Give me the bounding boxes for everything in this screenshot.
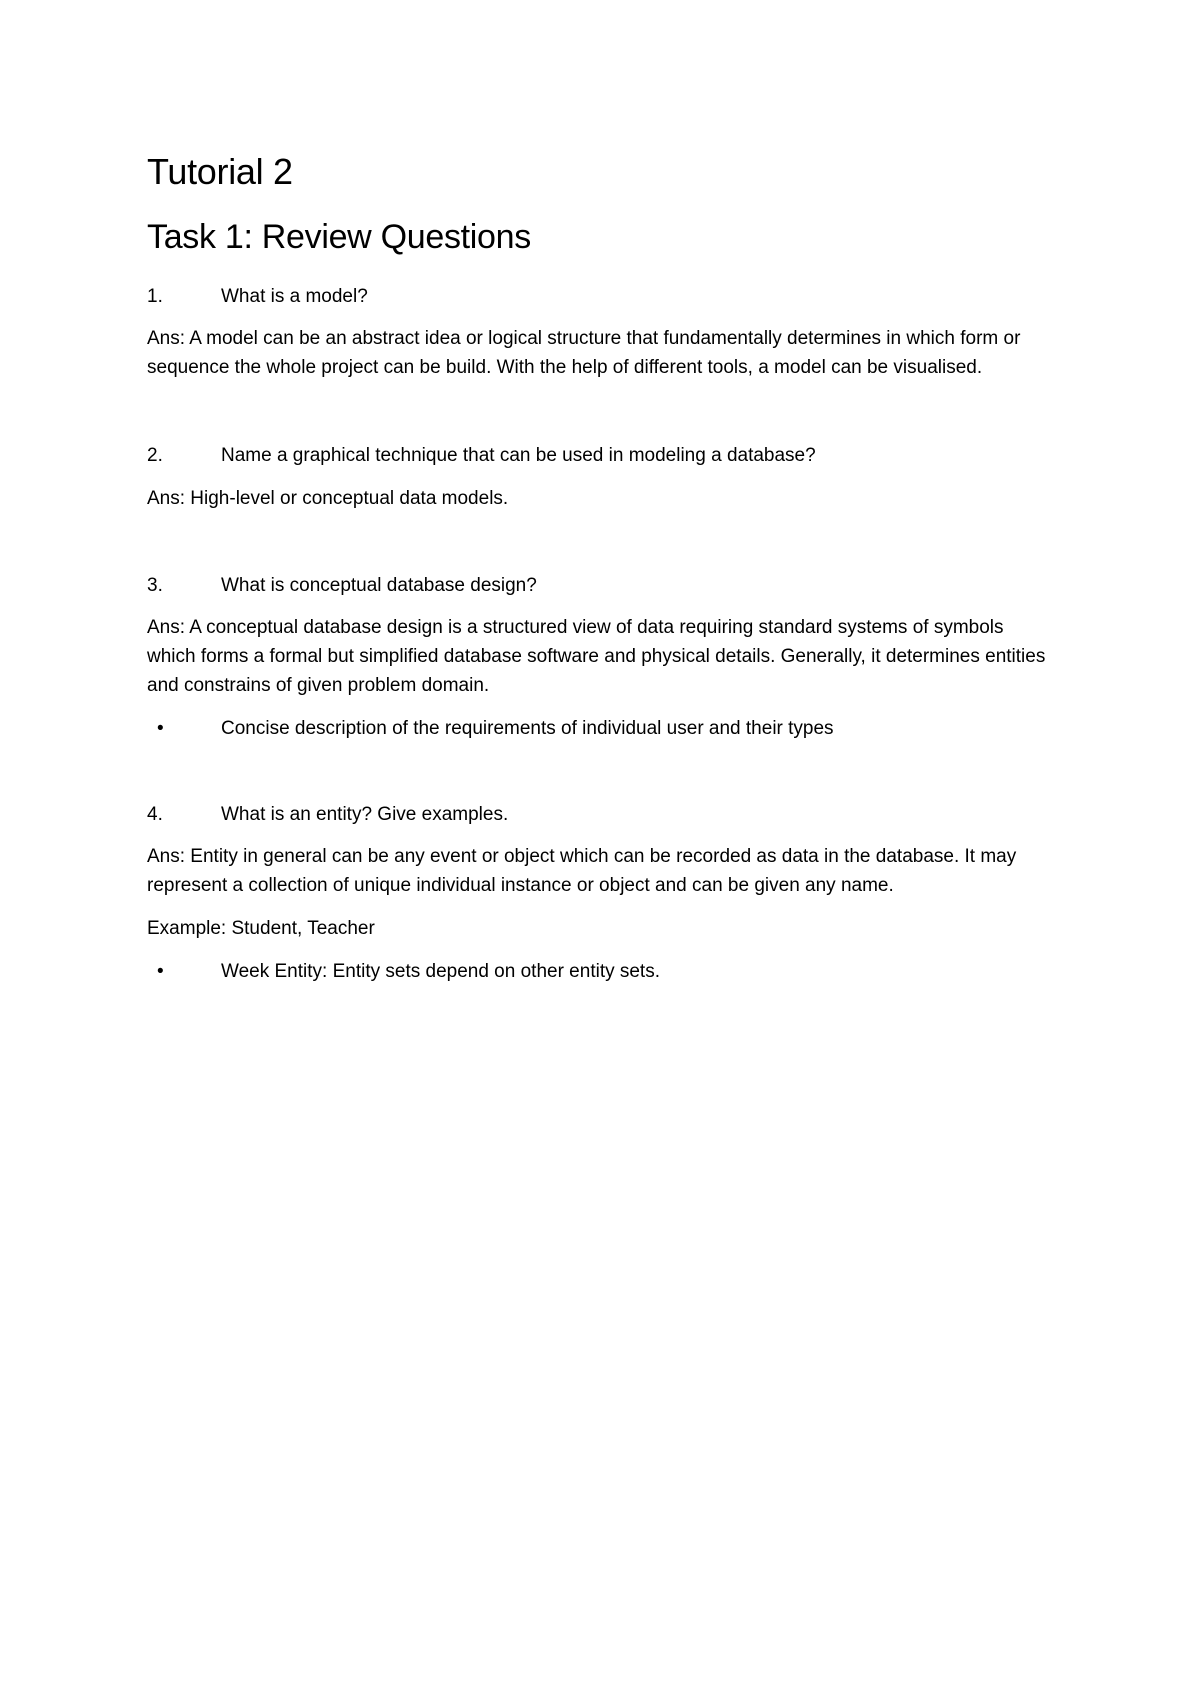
question-number: 1. — [147, 286, 163, 307]
bullet-text: Concise description of the requirements of individual user and their types — [221, 718, 834, 739]
question-2 — [147, 441, 1047, 470]
answer-4: Ans: Entity in general can be any event or object which can be recorded as data in the database. It may represent a collection of unique individual instance or object and can be given any name. — [147, 846, 1017, 896]
bullet-item — [147, 714, 1047, 743]
question-4-block — [147, 800, 1047, 986]
example-line: Example: Student, Teacher — [147, 918, 375, 939]
question-1-block — [147, 282, 1047, 382]
question-3 — [147, 571, 1047, 600]
bullet-icon: • — [157, 961, 164, 982]
document-title: Tutorial 2 — [147, 151, 293, 192]
question-number: 4. — [147, 804, 163, 825]
question-text: Name a graphical technique that can be used in modeling a database? — [221, 445, 816, 466]
bullet-icon: • — [157, 718, 164, 739]
question-number: 3. — [147, 575, 163, 596]
section-heading: Task 1: Review Questions — [147, 218, 531, 256]
answer-2: Ans: High-level or conceptual data models. — [147, 488, 509, 509]
question-3-block — [147, 571, 1047, 743]
question-text: What is an entity? Give examples. — [221, 804, 509, 825]
document-content — [147, 150, 1047, 986]
answer-3: Ans: A conceptual database design is a structured view of data requiring standard systems of symbols which forms a formal but simplified database software and physical details. Generally, it determines entities and constrains of given problem domain. — [147, 617, 1046, 696]
question-1 — [147, 282, 1047, 311]
question-text: What is a model? — [221, 286, 368, 307]
bullet-text: Week Entity: Entity sets depend on other entity sets. — [221, 961, 660, 982]
question-2-block — [147, 441, 1047, 513]
answer-1: Ans: A model can be an abstract idea or logical structure that fundamentally determines in which form or sequence the whole project can be build. With the help of different tools, a model can be visualised. — [147, 328, 1021, 378]
question-number: 2. — [147, 445, 163, 466]
question-text: What is conceptual database design? — [221, 575, 537, 596]
question-4 — [147, 800, 1047, 829]
bullet-item — [147, 957, 1047, 986]
